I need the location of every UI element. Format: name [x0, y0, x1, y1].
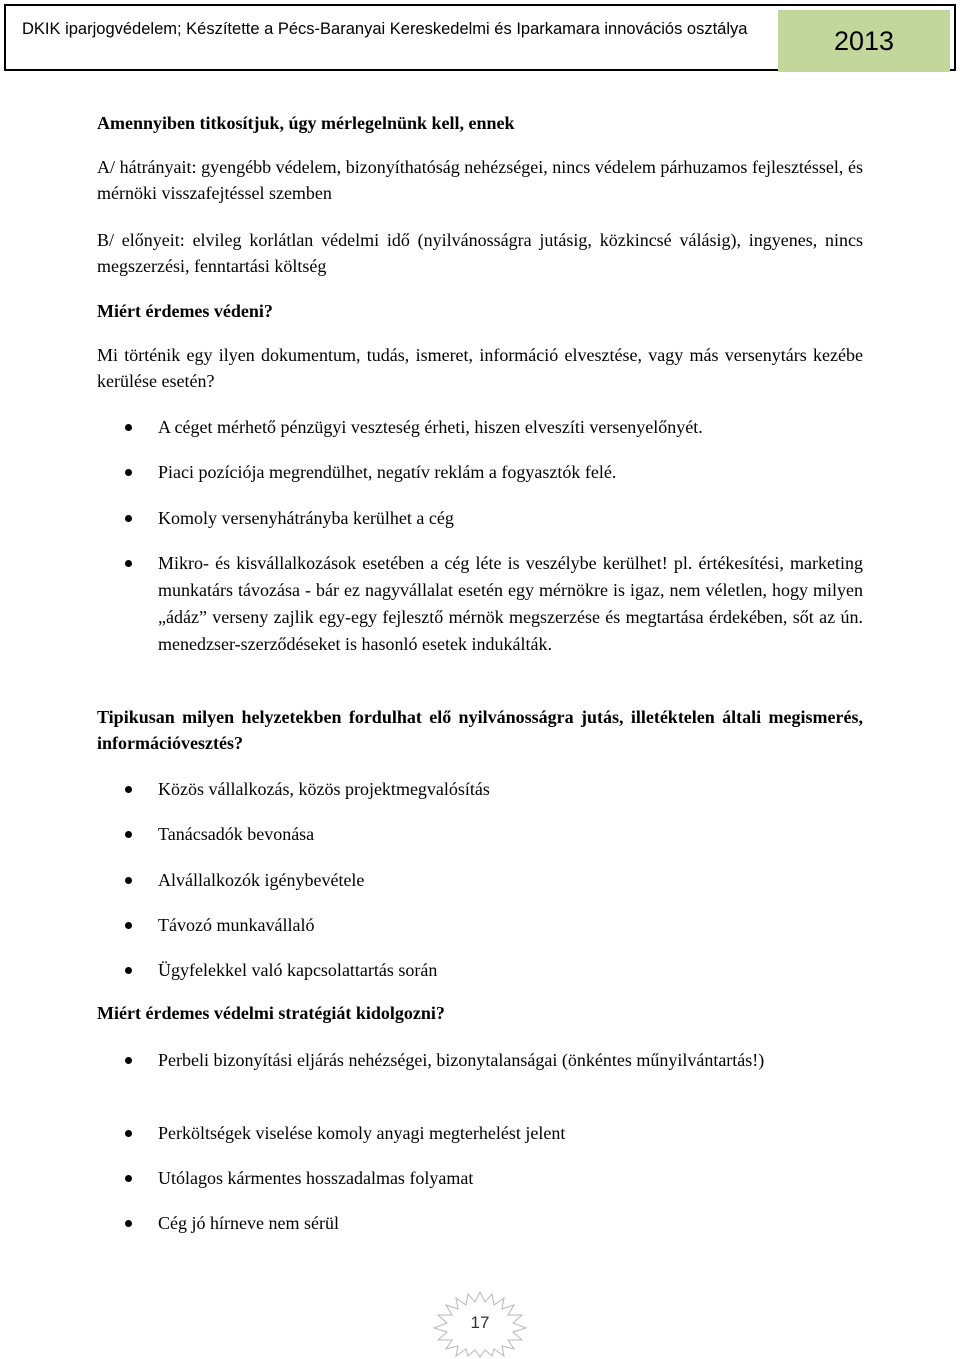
bullet-icon [125, 786, 132, 793]
bullet-icon [125, 469, 132, 476]
section2-question: Mi történik egy ilyen dokumentum, tudás, ismeret, információ elvesztése, vagy más versenytárs kezébe kerülése esetén? [97, 345, 863, 391]
list-item [158, 459, 863, 486]
bullet-icon [125, 1220, 132, 1227]
bullet-icon [125, 515, 132, 522]
bullet-icon [125, 1130, 132, 1137]
list-item [158, 414, 863, 441]
list-item [158, 550, 863, 658]
bullet-icon [125, 967, 132, 974]
page-header [4, 4, 956, 71]
list-item [158, 912, 863, 939]
list-item [158, 1120, 863, 1147]
bullet-icon [125, 1057, 132, 1064]
section3-heading: Tipikusan milyen helyzetekben fordulhat elő nyilvánosságra jutás, illetéktelen általi megismerés, információvesztés? [97, 707, 863, 753]
list-item-text: Perköltségek viselése komoly anyagi megterhelést jelent [158, 1123, 566, 1143]
list-item [158, 867, 863, 894]
list-item-text: Cég jó hírneve nem sérül [158, 1213, 339, 1233]
page-number-badge [428, 1290, 532, 1358]
bullet-icon [125, 560, 132, 567]
list-item-text: Tanácsadók bevonása [158, 824, 315, 844]
list-item-text: A céget mérhető pénzügyi veszteség érheti, hiszen elveszíti versenyelőnyét. [158, 417, 703, 437]
section1-para-b: B/ előnyeit: elvileg korlátlan védelmi idő (nyilvánosságra jutásig, közkincsé válásig), ingyenes, nincs megszerzési, fenntartási költség [97, 230, 863, 276]
list-item-text: Ügyfelekkel való kapcsolattartás során [158, 960, 438, 980]
section2-heading: Miért érdemes védeni? [97, 301, 273, 321]
bullet-icon [125, 424, 132, 431]
list-item [158, 957, 863, 984]
bullet-icon [125, 831, 132, 838]
list-item-text: Közös vállalkozás, közös projektmegvalósítás [158, 779, 490, 799]
list-item-text: Mikro- és kisvállalkozások esetében a cég léte is veszélybe kerülhet! pl. értékesítési, marketing munkatárs távozása - bár ez nagyvállalat esetén egy mérnökre is igaz, nem véletlen, hogy milyen „ádáz” verseny zajlik egy-egy fejlesztő mérnök megszerzése és megtartása érdekében, sőt az ún. menedzser-szerződéseket is hasonló esetek indukálták. [158, 553, 863, 654]
bullet-icon [125, 1175, 132, 1182]
list-item-text: Távozó munkavállaló [158, 915, 315, 935]
list-item-text: Perbeli bizonyítási eljárás nehézségei, bizonytalanságai (önkéntes műnyilvántartás!) [158, 1050, 765, 1070]
page-number: 17 [470, 1313, 490, 1332]
list-item-text: Utólagos kármentes hosszadalmas folyamat [158, 1168, 474, 1188]
list-item [158, 1165, 863, 1192]
section1-para-a: A/ hátrányait: gyengébb védelem, bizonyíthatóság nehézségei, nincs védelem párhuzamos fejlesztéssel, és mérnöki visszafejtéssel szemben [97, 157, 863, 203]
bullet-icon [125, 922, 132, 929]
section1-heading: Amennyiben titkosítjuk, úgy mérlegelnünk kell, ennek [97, 113, 515, 133]
list-item-text: Alvállalkozók igénybevétele [158, 870, 365, 890]
list-item [158, 1210, 863, 1237]
list-item [158, 821, 863, 848]
list-item-text: Komoly versenyhátrányba kerülhet a cég [158, 508, 454, 528]
section4-heading: Miért érdemes védelmi stratégiát kidolgozni? [97, 1003, 445, 1023]
list-item [158, 1047, 863, 1074]
list-item [158, 505, 863, 532]
bullet-icon [125, 877, 132, 884]
list-item [158, 776, 863, 803]
list-item-text: Piaci pozíciója megrendülhet, negatív reklám a fogyasztók felé. [158, 462, 617, 482]
header-year-badge: 2013 [778, 10, 950, 72]
header-title: DKIK iparjogvédelem; Készítette a Pécs-Baranyai Kereskedelmi és Iparkamara innovációs osztálya [22, 20, 748, 38]
